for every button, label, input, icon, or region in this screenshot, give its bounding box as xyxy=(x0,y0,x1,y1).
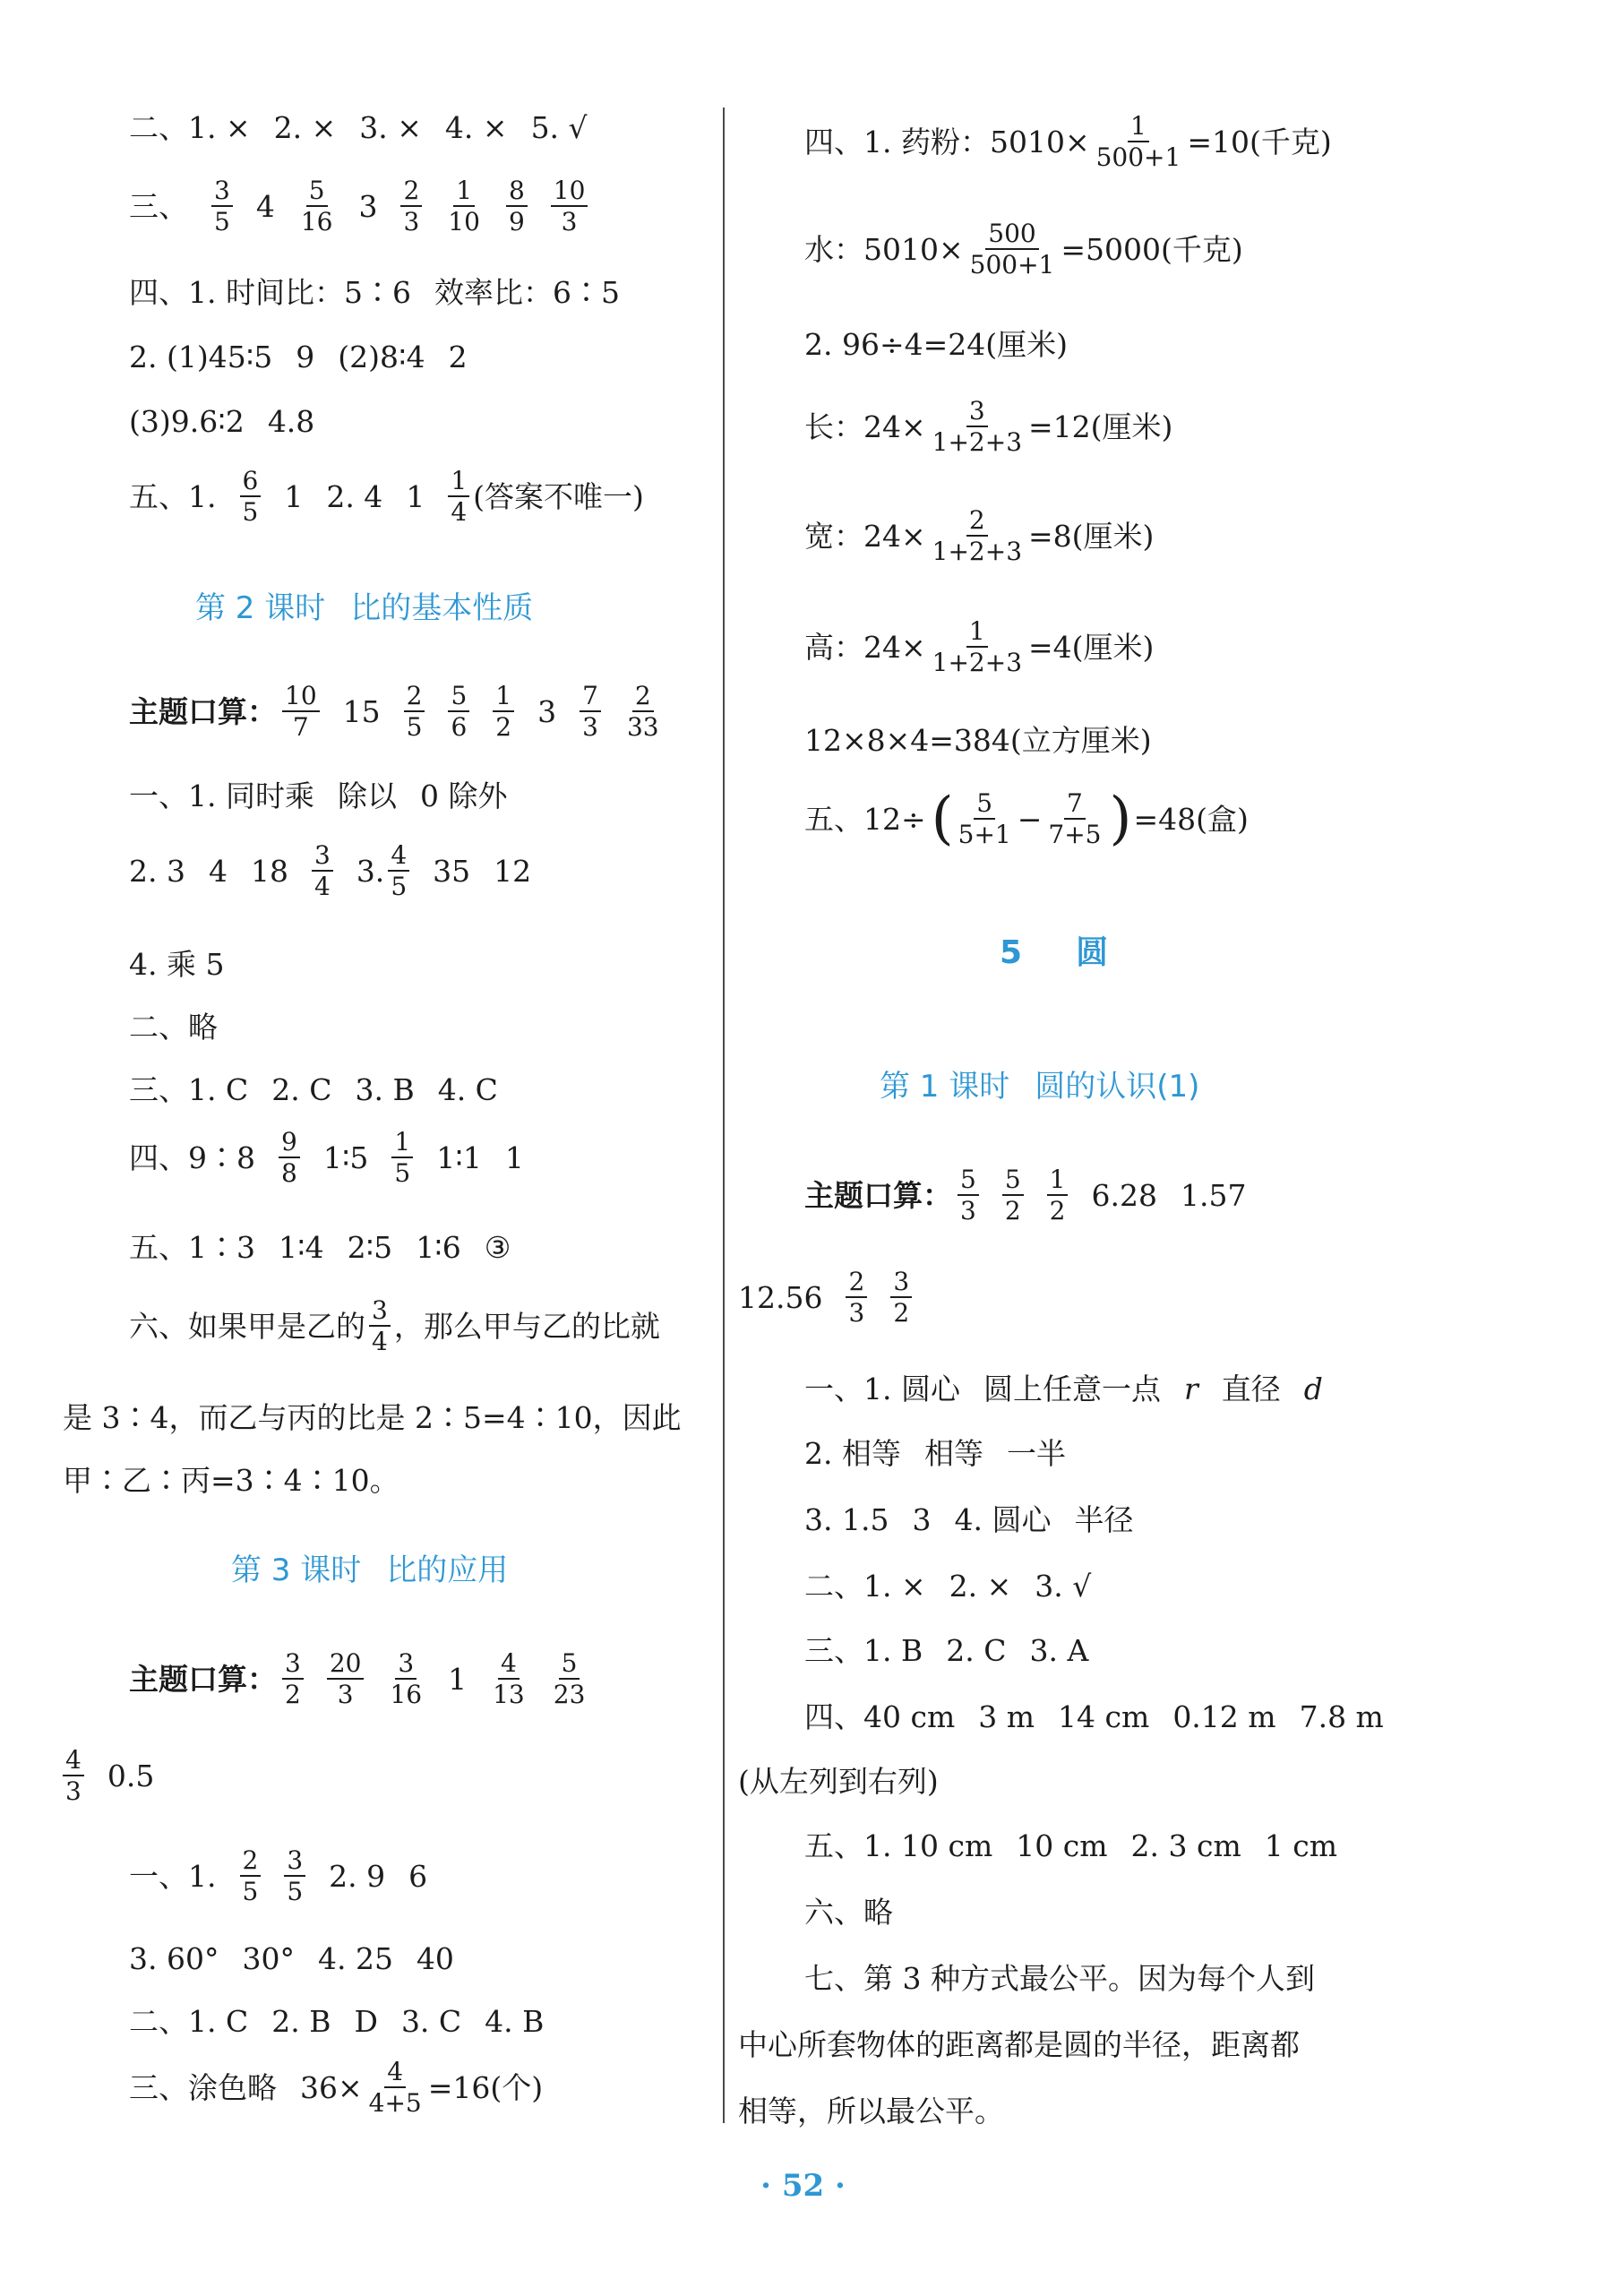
answer-line xyxy=(129,110,588,145)
answer-text: 长：24× xyxy=(804,408,926,444)
answer-text: =4(厘米) xyxy=(1028,629,1155,665)
answer-line xyxy=(129,683,662,741)
fraction: $\frac{5}{2}$ xyxy=(1002,1166,1024,1225)
fraction: $\frac{7}{7+5}$ xyxy=(1048,788,1102,850)
answer-text: 相等，所以最公平。 xyxy=(738,2094,1004,2128)
answer-line xyxy=(129,842,531,900)
answer-text: 四、1. 药粉：5010× xyxy=(804,124,1090,159)
answer-line xyxy=(804,1436,1066,1471)
lesson-number: 第 3 课时 xyxy=(231,1552,362,1588)
answer-line xyxy=(804,220,1243,279)
answer-item: 5. √ xyxy=(530,110,588,145)
answer-item: 6 xyxy=(408,1858,428,1894)
answer-item: 10 cm xyxy=(1016,1828,1108,1863)
answer-line xyxy=(738,1764,939,1799)
answer-item: 直径 xyxy=(1221,1372,1281,1406)
answer-item: 3 xyxy=(537,693,557,729)
answer-line xyxy=(804,1828,1337,1863)
lesson-title: 比的基本性质 xyxy=(350,590,534,626)
answer-text: =5000(千克) xyxy=(1061,231,1243,267)
fraction: $\frac{3}{4}$ xyxy=(312,842,333,900)
answer-item: 4.8 xyxy=(267,404,315,439)
fraction: $\frac{3}{16}$ xyxy=(390,1648,423,1710)
answer-item: 四、40 cm xyxy=(804,1699,956,1734)
chapter-number: 5 xyxy=(1000,934,1023,971)
answer-item: 4. × xyxy=(444,110,508,145)
answer-text: 六、略 xyxy=(804,1895,893,1930)
answer-item: 二、1. × xyxy=(804,1569,926,1604)
answer-item: 4. 25 xyxy=(317,1941,393,1976)
answer-item xyxy=(804,113,1332,171)
fraction: $\frac{9}{8}$ xyxy=(279,1129,300,1187)
answer-item: 1∶6 xyxy=(416,1230,461,1265)
answer-line xyxy=(129,1230,511,1265)
answer-item: 3. C xyxy=(400,2004,462,2039)
answer-lead: 主题口算： xyxy=(804,1177,952,1213)
answer-line xyxy=(129,177,588,236)
answer-text: 36× xyxy=(300,2069,363,2105)
answer-item xyxy=(804,507,1154,565)
answer-item: (3)9.6∶2 xyxy=(129,404,245,439)
answer-item: 一半 xyxy=(1006,1436,1066,1471)
answer-item: 一、1. 圆心 xyxy=(804,1372,960,1406)
answer-item: 二、略 xyxy=(129,1010,218,1045)
answer-item: 二、1. × xyxy=(129,110,251,145)
answer-item: 2. (1)45∶5 xyxy=(129,340,273,374)
answer-item: 效率比：6∶5 xyxy=(434,275,620,310)
answer-text: 是 3∶4，而乙与丙的比是 2∶5=4∶10，因此 xyxy=(63,1400,682,1435)
answer-item: ③ xyxy=(484,1230,511,1265)
answer-text: 2. 96÷4=24(厘米) xyxy=(804,327,1069,362)
answer-line xyxy=(129,404,315,439)
answer-item: 9 xyxy=(296,340,315,374)
fraction: $\frac{2}{1+2+3}$ xyxy=(932,505,1023,567)
answer-line xyxy=(129,2004,545,2039)
answer-line xyxy=(129,342,468,372)
fraction: $\frac{3}{4}$ xyxy=(369,1297,391,1355)
fraction: $\frac{1}{2}$ xyxy=(493,683,514,741)
answer-item: 四、1. 时间比：5∶6 xyxy=(129,275,411,310)
answer-note: (答案不唯一) xyxy=(473,478,644,514)
answer-line xyxy=(804,327,1069,362)
answer-item: 1 xyxy=(448,1661,468,1697)
answer-item: 1 xyxy=(406,478,425,514)
answer-item: 2. 相等 xyxy=(804,1436,901,1471)
section-heading xyxy=(880,1069,1200,1105)
answer-text: 六、如果甲是乙的 xyxy=(129,1308,365,1344)
answer-item: 3 xyxy=(912,1502,932,1537)
answer-item: 6.28 xyxy=(1091,1177,1157,1213)
answer-item: 圆上任意一点 xyxy=(983,1372,1161,1406)
answer-item: 五、1∶3 xyxy=(129,1230,255,1265)
fraction: $\frac{1}{2}$ xyxy=(1047,1166,1069,1225)
answer-lead: 三、 xyxy=(129,188,188,224)
fraction: $\frac{2}{3}$ xyxy=(846,1268,867,1327)
answer-lead: 主题口算： xyxy=(129,1661,277,1697)
answer-text: =48(盒) xyxy=(1133,801,1249,837)
answer-item: 4 xyxy=(255,188,275,224)
answer-item xyxy=(300,2059,543,2117)
answer-lead: 三、涂色略 xyxy=(129,2069,277,2105)
fraction: $\frac{1}{1+2+3}$ xyxy=(932,616,1023,678)
answer-item: 18 xyxy=(250,853,288,889)
answer-item: 2 xyxy=(448,340,468,374)
fraction: $\frac{5}{3}$ xyxy=(958,1166,979,1225)
answer-item: 2. × xyxy=(949,1569,1012,1604)
answer-item: 12 xyxy=(494,853,532,889)
answer-line xyxy=(804,723,1152,758)
answer-item: 2∶5 xyxy=(347,1230,393,1265)
fraction: $\frac{3}{5}$ xyxy=(211,177,233,236)
fraction: $\frac{4}{13}$ xyxy=(493,1648,525,1710)
answer-item: 3. × xyxy=(359,110,422,145)
answer-line xyxy=(738,2027,1300,2062)
section-heading xyxy=(231,1552,509,1588)
answer-item: 2. 9 xyxy=(329,1858,386,1894)
answer-item: d xyxy=(1303,1372,1323,1406)
answer-line xyxy=(129,947,225,982)
answer-item: 15 xyxy=(342,693,381,729)
fraction: $\frac{1}{4}$ xyxy=(448,468,469,526)
answer-item: 1∶5 xyxy=(322,1139,369,1175)
answer-item: 30° xyxy=(242,1941,295,1976)
fraction: $\frac{5}{5+1}$ xyxy=(958,788,1011,850)
fraction: $\frac{5}{16}$ xyxy=(300,176,333,237)
answer-item: 7.8 m xyxy=(1299,1699,1384,1734)
answer-line xyxy=(804,1502,1134,1537)
answer-item: 四、9∶8 xyxy=(129,1139,255,1175)
answer-item: 14 cm xyxy=(1058,1699,1150,1734)
fraction: $\frac{2}{33}$ xyxy=(626,681,659,743)
answer-item: r xyxy=(1183,1372,1198,1406)
left-paren: ( xyxy=(931,786,954,853)
answer-item: 3 m xyxy=(978,1699,1035,1734)
answer-line xyxy=(129,1072,498,1107)
answer-text: 五、12÷ xyxy=(804,801,926,837)
answer-text: 中心所套物体的距离都是圆的半径，距离都 xyxy=(738,2027,1300,2062)
answer-line xyxy=(804,1699,1384,1734)
fraction: $\frac{2}{3}$ xyxy=(400,177,422,236)
fraction: $\frac{6}{5}$ xyxy=(240,468,262,526)
answer-item: 35 xyxy=(433,853,471,889)
answer-line xyxy=(129,1941,454,1976)
answer-item: 半径 xyxy=(1074,1502,1134,1537)
fraction: $\frac{2}{5}$ xyxy=(404,683,425,741)
answer-text: 12×8×4=384(立方厘米) xyxy=(804,723,1152,758)
answer-line xyxy=(804,1569,1092,1604)
answer-item: 1∶1 xyxy=(436,1139,482,1175)
answer-item: 2. 3 xyxy=(129,853,185,889)
answer-item xyxy=(448,468,644,526)
chapter-heading xyxy=(1000,934,1109,971)
answer-lead: 主题口算： xyxy=(129,693,277,729)
answer-item: 2. 4 xyxy=(326,478,383,514)
answer-line xyxy=(63,1463,399,1498)
answer-item: 3. A xyxy=(1029,1633,1089,1668)
section-heading xyxy=(195,590,534,626)
answer-item: 1 cm xyxy=(1264,1828,1337,1863)
answer-text: =16(个) xyxy=(427,2069,544,2105)
answer-text: 水：5010× xyxy=(804,231,964,267)
answer-line xyxy=(129,2059,543,2117)
answer-item: 2. × xyxy=(273,110,337,145)
fraction: $\frac{5}{23}$ xyxy=(553,1648,586,1710)
fraction: $\frac{1}{10}$ xyxy=(448,176,480,237)
answer-item: 3. xyxy=(356,853,385,889)
answer-line xyxy=(129,275,620,310)
answer-item: 3. 1.5 xyxy=(804,1502,889,1537)
answer-item xyxy=(804,220,1243,279)
answer-item: 0.5 xyxy=(107,1758,155,1793)
answer-item: 0.12 m xyxy=(1172,1699,1276,1734)
lesson-title: 圆的认识(1) xyxy=(1035,1069,1200,1105)
answer-item: 1.57 xyxy=(1180,1177,1247,1213)
answer-line xyxy=(129,1847,427,1905)
answer-text: 高：24× xyxy=(804,629,926,665)
fraction: $\frac{3}{2}$ xyxy=(282,1650,304,1708)
answer-text: =8(厘米) xyxy=(1028,518,1155,554)
answer-item: 二、1. C xyxy=(129,2004,249,2039)
answer-item: 1∶4 xyxy=(279,1230,324,1265)
answer-item xyxy=(804,786,1249,853)
answer-line xyxy=(129,1650,588,1708)
answer-item: D xyxy=(354,2004,378,2039)
fraction: $\frac{7}{3}$ xyxy=(580,683,601,741)
answer-text: =12(厘米) xyxy=(1028,408,1173,444)
fraction: $\frac{3}{5}$ xyxy=(284,1847,305,1905)
answer-line xyxy=(804,1166,1246,1225)
answer-line xyxy=(129,1010,218,1045)
fraction: $\frac{8}{9}$ xyxy=(506,177,528,236)
answer-text: =10(千克) xyxy=(1187,124,1332,159)
answer-text: (从左列到右列) xyxy=(738,1764,939,1799)
fraction: $\frac{4}{4+5}$ xyxy=(368,2057,422,2119)
fraction: $\frac{1}{500+1}$ xyxy=(1095,111,1181,173)
answer-item: 1 xyxy=(284,478,304,514)
fraction: $\frac{10}{3}$ xyxy=(551,177,588,236)
answer-line xyxy=(63,1747,154,1805)
answer-line xyxy=(129,468,644,526)
answer-line xyxy=(804,507,1154,565)
answer-item: 3 xyxy=(358,188,378,224)
answer-item: 1 xyxy=(504,1139,524,1175)
answer-item: 五、1. 10 cm xyxy=(804,1828,993,1863)
answer-lead: 五、1. xyxy=(129,478,217,514)
fraction: $\frac{3}{1+2+3}$ xyxy=(932,396,1023,458)
answer-text: 七、第 3 种方式最公平。因为每个人到 xyxy=(804,1961,1315,1996)
column-divider xyxy=(723,107,725,2123)
fraction: $\frac{20}{3}$ xyxy=(327,1650,365,1708)
fraction: $\frac{3}{2}$ xyxy=(890,1268,912,1327)
right-paren: ) xyxy=(1109,786,1132,853)
answer-item: 3. √ xyxy=(1035,1569,1092,1604)
minus-sign: − xyxy=(1017,801,1043,837)
answer-line xyxy=(63,1400,682,1435)
answer-item: 12.56 xyxy=(738,1279,823,1315)
answer-line xyxy=(129,778,508,813)
answer-item: 2. B xyxy=(271,2004,331,2039)
answer-item xyxy=(804,398,1172,456)
answer-line xyxy=(129,1297,660,1355)
page-number: · 52 · xyxy=(760,2168,846,2204)
chapter-title: 圆 xyxy=(1076,934,1109,971)
answer-item: 40 xyxy=(416,1941,454,1976)
answer-item: 4. 乘 5 xyxy=(129,947,225,982)
lesson-number: 第 2 课时 xyxy=(195,590,326,626)
answer-line xyxy=(738,1268,912,1327)
answer-line xyxy=(738,2096,1004,2126)
answer-lead: 一、1. xyxy=(129,1858,217,1894)
answer-item xyxy=(129,1297,660,1355)
answer-item: 2. 3 cm xyxy=(1130,1828,1241,1863)
answer-item: 2. C xyxy=(946,1633,1007,1668)
lesson-number: 第 1 课时 xyxy=(880,1069,1010,1105)
answer-line xyxy=(804,1374,1323,1404)
answer-item: 4. C xyxy=(437,1072,498,1107)
fraction: $\frac{4}{3}$ xyxy=(63,1747,84,1805)
answer-line xyxy=(129,1129,524,1187)
answer-item: 一、1. 同时乘 xyxy=(129,778,314,813)
answer-item: (2)8∶4 xyxy=(338,340,425,374)
fraction: $\frac{4}{5}$ xyxy=(388,842,409,900)
answer-item: 三、1. B xyxy=(804,1633,923,1668)
fraction: $\frac{500}{500+1}$ xyxy=(969,219,1055,280)
answer-item: 相等 xyxy=(923,1436,983,1471)
answer-item: 三、1. C xyxy=(129,1072,249,1107)
answer-item: 4. 圆心 xyxy=(954,1502,1052,1537)
answer-line xyxy=(804,786,1249,853)
fraction: $\frac{2}{5}$ xyxy=(240,1847,262,1905)
answer-item: 3. B xyxy=(355,1072,415,1107)
answer-line xyxy=(804,398,1172,456)
answer-item: 4 xyxy=(208,853,228,889)
answer-text: 宽：24× xyxy=(804,518,926,554)
answer-item: 0 除外 xyxy=(419,778,508,813)
lesson-title: 比的应用 xyxy=(386,1552,509,1588)
answer-item: 3. 60° xyxy=(129,1941,219,1976)
answer-line xyxy=(804,1633,1089,1668)
answer-line xyxy=(804,618,1154,676)
answer-line xyxy=(804,1961,1315,1996)
answer-text: 甲∶乙∶丙=3∶4∶10。 xyxy=(63,1463,399,1498)
fraction: $\frac{5}{6}$ xyxy=(448,683,469,741)
fraction: $\frac{10}{7}$ xyxy=(282,683,320,741)
answer-item xyxy=(804,618,1154,676)
fraction: $\frac{1}{5}$ xyxy=(391,1129,413,1187)
answer-item: 4. B xyxy=(485,2004,545,2039)
answer-line xyxy=(804,1895,893,1930)
answer-line xyxy=(804,113,1332,171)
answer-item: 除以 xyxy=(337,778,397,813)
answer-text: ，那么甲与乙的比就 xyxy=(393,1308,660,1344)
answer-item xyxy=(356,842,409,900)
answer-item: 2. C xyxy=(271,1072,332,1107)
